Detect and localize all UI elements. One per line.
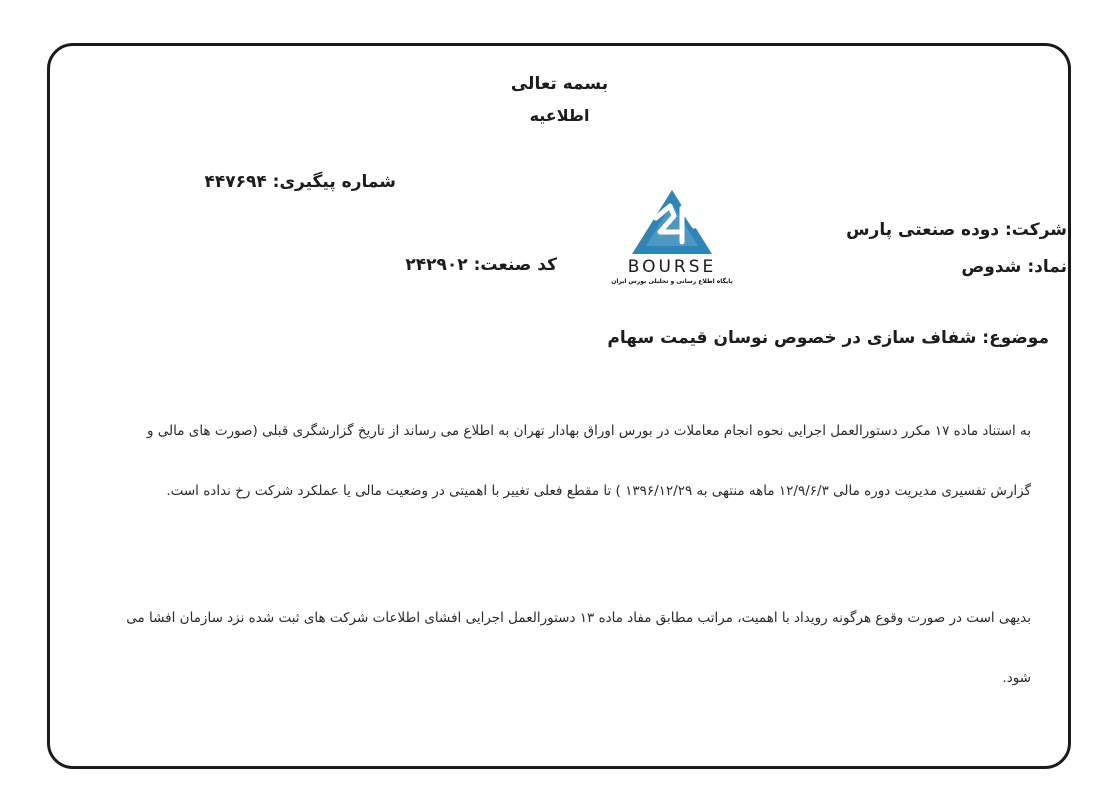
bourse-logo bbox=[608, 186, 736, 290]
body-paragraph: شود. bbox=[1002, 670, 1031, 686]
body-paragraph: بدیهی است در صورت وقوع هرگونه رویداد با اهمیت، مراتب مطابق مفاد ماده ۱۳ دستورالعمل اجرایی افشای اطلاعات شرکت های ثبت شده نزد سازمان افشا می bbox=[126, 610, 1031, 626]
header-title: اطلاعیه bbox=[529, 106, 590, 125]
logo-caption: پایگاه اطلاع رسانی و تحلیلی بورس ایران bbox=[611, 278, 733, 285]
logo-wordmark: BOURSE bbox=[627, 257, 717, 277]
body-paragraph: گزارش تفسیری مدیریت دوره مالی ۱۲/۹/۶/۳ ماهه منتهی به ۱۳۹۶/۱۲/۲۹ ) تا مقطع فعلی تغییر با اهمیتی در وضعیت مالی یا عملکرد شرکت رخ نداده است. bbox=[166, 483, 1031, 499]
subject-line: موضوع: شفاف سازی در خصوص نوسان قیمت سهام bbox=[607, 328, 1049, 348]
header-basmala: بسمه تعالی bbox=[510, 74, 609, 94]
bourse-logo-mark bbox=[608, 186, 736, 278]
ticker-symbol: نماد: شدوص bbox=[961, 257, 1067, 277]
document-frame bbox=[47, 43, 1071, 769]
body-paragraph: به استناد ماده ۱۷ مکرر دستورالعمل اجرایی نحوه انجام معاملات در بورس اوراق بهادار تهران به اطلاع می رساند از تاریخ گزارشگری قبلی (صورت های مالی و bbox=[146, 423, 1031, 439]
industry-code: کد صنعت: ۲۴۲۹۰۲ bbox=[405, 255, 557, 275]
tracking-number: شماره پیگیری: ۴۴۷۶۹۴ bbox=[204, 172, 396, 192]
company-name: شرکت: دوده صنعتی پارس bbox=[846, 220, 1067, 240]
